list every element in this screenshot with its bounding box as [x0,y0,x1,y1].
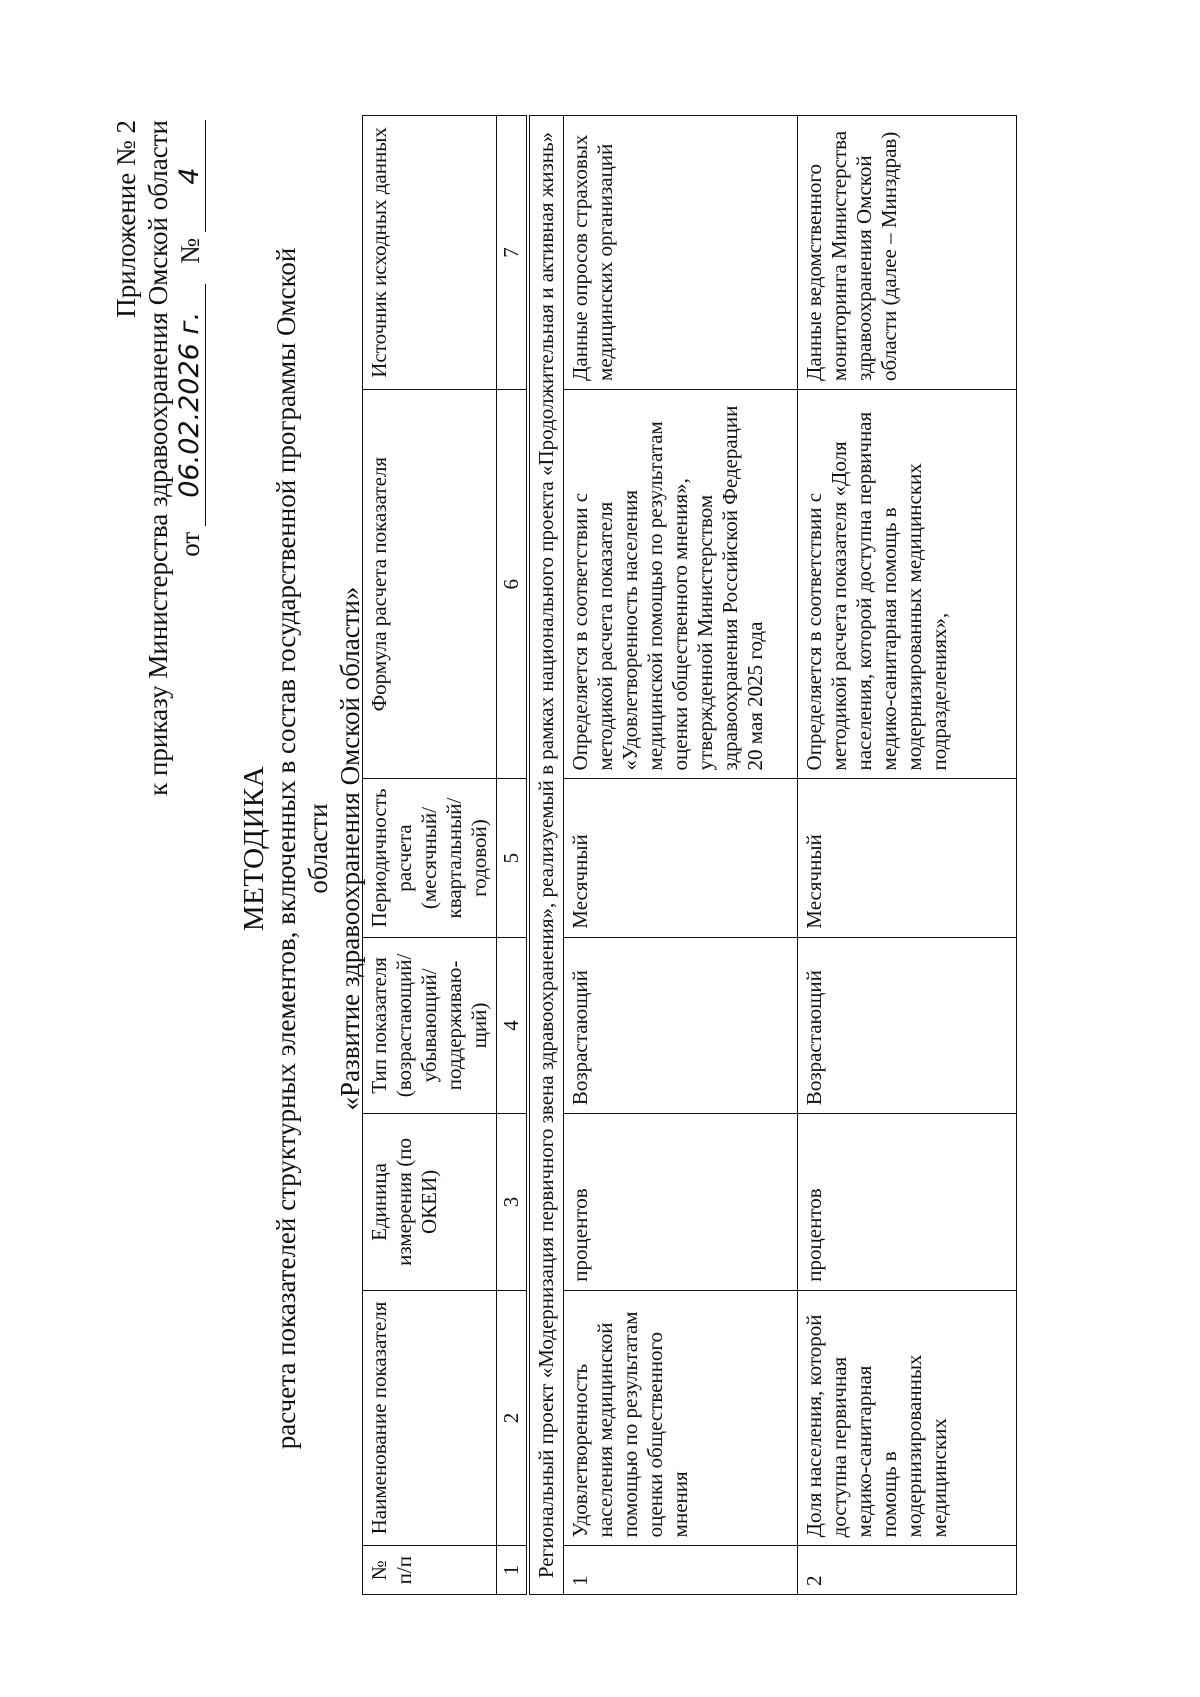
indicator-period: Месячный [798,779,1017,937]
from-label: от [175,531,205,557]
indicator-type: Возрастающий [798,937,1017,1114]
indicator-type: Возрастающий [564,937,798,1114]
header-cell: № п/п [363,1546,497,1595]
column-number-row [497,116,529,1595]
table-row [798,116,1017,1595]
header-cell: Источник исходных данных [363,116,497,390]
section-title: Региональный проект «Модернизация первичного звена здравоохранения», реализуемый в рамках национального проекта «Продолжительная и активная жизнь» [528,116,564,1595]
indicator-unit: процентов [798,1114,1017,1291]
header-cell: Наименование показателя [363,1290,497,1546]
table-row [564,116,798,1595]
appendix-order-ref: к приказу Министерства здравоохранения Омской области [143,120,173,796]
title-line-1: расчета показателей структурных элементов, включенных в состав государственной программы Омской области [271,247,333,1450]
column-number: 7 [497,116,529,390]
appendix-block [110,120,206,796]
row-number: 1 [564,1546,798,1595]
title-line-2: «Развитие здравоохранения Омской области» [335,586,365,1111]
indicator-period: Месячный [564,779,798,937]
header-cell: Формула расчета показателя [363,389,497,779]
indicator-formula: Определяется в соответствии с методикой расчета показателя «Доля населения, которой доступна первичная медико-санитарная помощь в модернизированных медицинских подразделениях», [798,389,1017,779]
handwritten-number: 4 [175,120,206,232]
document-title [238,200,366,1497]
indicator-name: Доля населения, которой доступна первичная медико-санитарная помощь в модернизированных медицинских [798,1290,1017,1546]
appendix-title: Приложение № 2 [111,120,141,318]
indicator-source: Данные ведомственного мониторинга Министерства здравоохранения Омской области (далее – Минздрав) [798,116,1017,390]
row-number: 2 [798,1546,1017,1595]
indicator-source: Данные опросов страховых медицинских организаций [564,116,798,390]
column-number: 2 [497,1290,529,1546]
section-row [528,116,564,1595]
column-number: 3 [497,1114,529,1291]
table-header-row [363,116,497,1595]
header-cell: Тип показателя (возрастающий/ убывающий/ поддерживаю-щий) [363,937,497,1114]
header-cell: Единица измерения (по ОКЕИ) [363,1114,497,1291]
indicator-formula: Определяется в соответствии с методикой расчета показателя «Удовлетворенность населения медицинской помощью по результатам оценки общественного мнения», утвержденной Министерством здравоохранения Российской Федерации 20 мая 2025 года [564,389,798,779]
number-label: № [175,238,205,264]
column-number: 4 [497,937,529,1114]
indicator-unit: процентов [564,1114,798,1291]
handwritten-date: 06.02.2026 г. [175,284,206,526]
column-number: 5 [497,779,529,937]
title-heading: МЕТОДИКА [238,765,270,932]
header-cell: Периодичность расчета (месячный/ квартальный/ годовой) [363,779,497,937]
indicator-name: Удовлетворенность населения медицинской помощью по результатам оценки общественного мнения [564,1290,798,1546]
column-number: 6 [497,389,529,779]
methodology-table [362,115,1017,1595]
appendix-date-row [174,120,206,796]
column-number: 1 [497,1546,529,1595]
